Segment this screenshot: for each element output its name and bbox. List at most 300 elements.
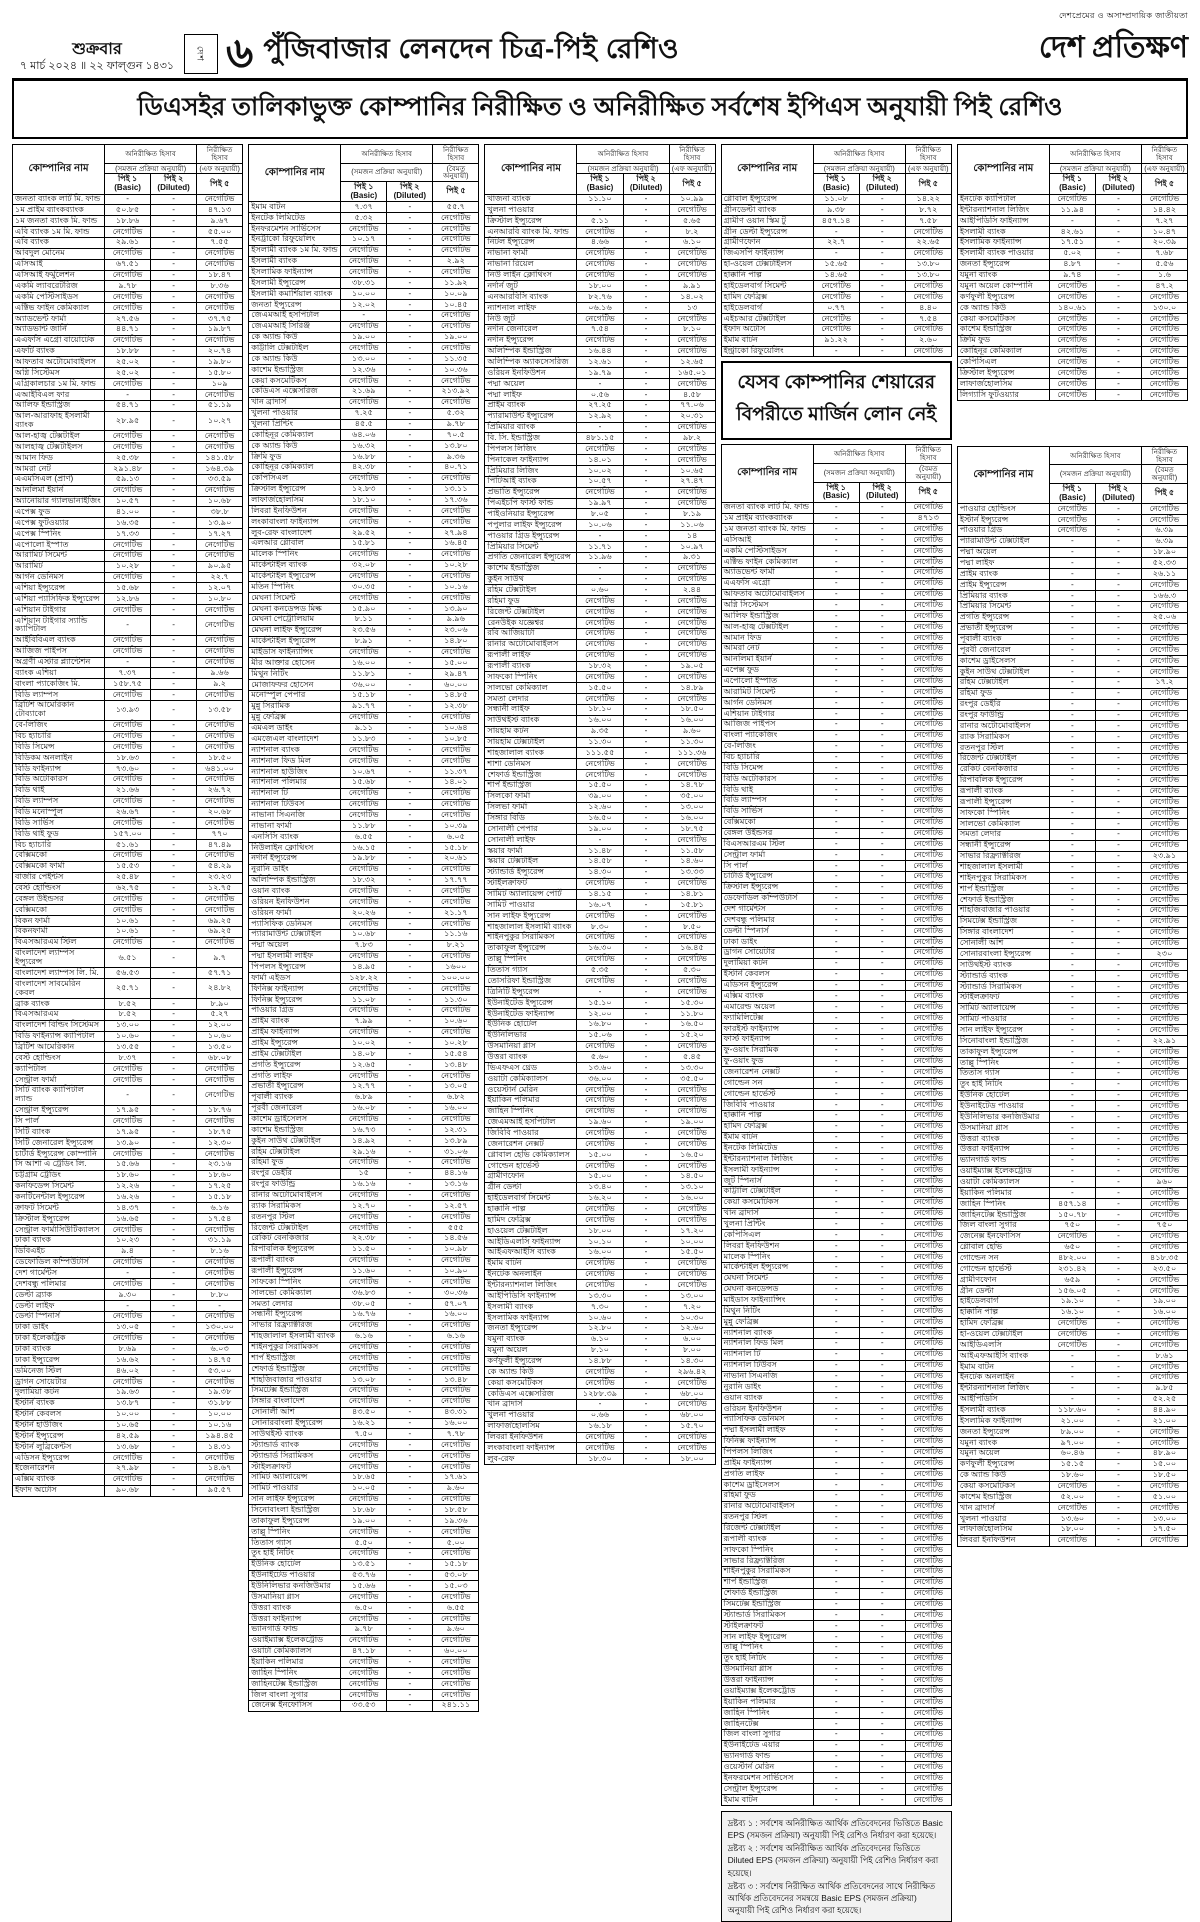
pe-value-cell: নেগেটিভ [905, 687, 951, 698]
pe-value-cell: - [623, 628, 669, 639]
pe-value-cell: - [1049, 1014, 1095, 1025]
company-name-cell: ইস্টার্ন লুব্রিকেন্টস [13, 1442, 105, 1453]
company-name-cell: মার্কেন্টাইল ব্যাংক [249, 560, 341, 571]
masthead-date: ৭ মার্চ ২০২৪ ॥ ২২ ফাল্গুন ১৪৩১ [19, 60, 175, 73]
pe-value-cell: - [1095, 775, 1141, 786]
table-row [13, 390, 243, 401]
table-row [721, 578, 951, 589]
pe-value-cell: - [1095, 1351, 1141, 1362]
pe-value-cell: নেগেটিভ [905, 1273, 951, 1284]
company-name-cell: কনটিনেন্টাল ইন্স্যুরেন্স [13, 1192, 105, 1203]
pe-value-cell: - [1049, 1058, 1095, 1069]
pe-value-cell: নেগেটিভ [905, 1034, 951, 1045]
company-name-cell: রানার অটোমোবাইলস [485, 639, 577, 650]
table-row [957, 775, 1187, 786]
company-name-cell: প্রিমিয়ার সিমেন্ট [957, 601, 1049, 612]
pe-value-cell: নেগেটিভ [905, 292, 951, 303]
pe-value-cell: - [1095, 1427, 1141, 1438]
pe-value-cell: - [387, 386, 433, 397]
company-name-cell: লিগ্যাসি ফুটওয়্যার [957, 390, 1049, 401]
pe-value-cell: ২৭.৪৭ [669, 476, 715, 487]
table-row [249, 1668, 479, 1679]
pe-value-cell: ১৩.৩০ [669, 1063, 715, 1074]
table-row [13, 496, 243, 507]
table-row [957, 797, 1187, 808]
pe-value-cell: ৬০.০০ [433, 1646, 479, 1657]
company-name-cell: দেশবন্ধু পলিমার [721, 915, 813, 926]
table-row [721, 1642, 951, 1653]
table-row [957, 1481, 1187, 1492]
pe-value-cell: ৯৫.৫৭ [197, 1485, 243, 1496]
margin-loan-subhead: যেসব কোম্পানির শেয়ারের বিপরীতে মার্জিন লোন নেই [721, 361, 952, 440]
pe-value-cell: নেগেটিভ [905, 346, 951, 357]
pe-value-cell: ২.৯২ [433, 256, 479, 267]
table-row [721, 557, 951, 568]
col-header-pe2: পিই ২ (Diluted) [151, 174, 197, 194]
table-row [721, 763, 951, 774]
table-row [13, 1031, 243, 1042]
pe-value-cell: ১৬.০৮ [341, 1103, 387, 1114]
pe-value-cell: নেগেটিভ [433, 647, 479, 658]
pe-value-cell: ১৩.০০ [341, 354, 387, 365]
company-name-cell: তাল্লু স্পিনিং [485, 954, 577, 965]
pe-value-cell: - [1095, 1362, 1141, 1373]
pe-value-cell: - [151, 731, 197, 742]
pe-value-cell: ২৪১.১১ [433, 1700, 479, 1711]
company-name-cell: সাভার রিফ্র্যাক্টরিজ [721, 1556, 813, 1567]
pe-value-cell: নেগেটিভ [905, 1089, 951, 1100]
pe-value-cell: ১৫৬.০৫ [1049, 1286, 1095, 1297]
pe-value-cell: ৩৬.০০ [341, 680, 387, 691]
pe-value-cell: - [813, 861, 859, 872]
pe-value-cell: ১৯.৩৮ [197, 1387, 243, 1398]
pe-value-cell: - [1095, 1047, 1141, 1058]
pe-value-cell: - [387, 1635, 433, 1646]
table-row [957, 862, 1187, 873]
company-name-cell: নিউ লাইন ক্লোথিংস [485, 270, 577, 281]
table-row [721, 1719, 951, 1730]
pe-value-cell: ১৯.০০ [433, 332, 479, 343]
pe-value-cell: নেগেটিভ [433, 1451, 479, 1462]
pe-value-cell: - [151, 303, 197, 314]
pe-value-cell: ২১.০০ [1141, 1416, 1187, 1427]
pe-value-cell: নেগেটিভ [905, 1371, 951, 1382]
table-row [485, 1378, 715, 1389]
pe-value-cell: - [105, 1085, 151, 1105]
pe-value-cell: ১৮.৯০ [1141, 547, 1187, 558]
pe-value-cell: ২২.৩৮ [341, 1233, 387, 1244]
table-row [249, 940, 479, 951]
pe-value-cell: - [1095, 536, 1141, 547]
company-name-cell: নাভানা ফার্মা [485, 248, 577, 259]
pe-value-cell: - [859, 1458, 905, 1469]
table-row [249, 354, 479, 365]
pe-value-cell: ১২.৬৫ [341, 1060, 387, 1071]
pe-value-cell: ৪৭.১৮ [341, 1646, 387, 1657]
pe-value-cell: - [151, 742, 197, 753]
pe-value-cell: নেগেটিভ [1049, 525, 1095, 536]
pe-value-cell: ১৩০.০ [1141, 303, 1187, 314]
company-name-cell: আমরা নেট [13, 464, 105, 475]
pe-value-cell: নেগেটিভ [1141, 808, 1187, 819]
pe-value-cell: নেগেটিভ [577, 911, 623, 922]
pe-value-cell: নেগেটিভ [1141, 829, 1187, 840]
company-name-cell: কে অ্যান্ড কিউ [249, 441, 341, 452]
pe-value-cell: - [387, 832, 433, 843]
pe-value-cell: - [813, 1241, 859, 1252]
pe-value-cell: - [1049, 591, 1095, 602]
pe-value-cell: ১৪.৬০ [669, 856, 715, 867]
pe-value-cell: ১৩.৩০ [577, 1291, 623, 1302]
pe-value-cell: নেগেটিভ [1049, 504, 1095, 515]
pe-value-cell: নেগেটিভ [669, 1085, 715, 1096]
pe-value-cell: - [859, 980, 905, 991]
pe-value-cell: নেগেটিভ [105, 292, 151, 303]
company-name-cell: জেএমআই হসপিটাল [249, 310, 341, 321]
pe-value-cell: ১৫.১০ [577, 998, 623, 1009]
col-header-unaudited-sub: (সমজন প্রক্রিয়া অনুযায়ী) [1049, 465, 1141, 484]
table-row [721, 1067, 951, 1078]
company-name-cell: আফতাব অটোমোবাইলস [721, 589, 813, 600]
pe-value-cell: ১৬.১৮ [577, 1421, 623, 1432]
company-name-cell: ক্যাপিটাল [13, 1064, 105, 1075]
pe-value-cell: - [859, 1784, 905, 1795]
pe-value-cell: ১০.১৬ [197, 1420, 243, 1431]
table-row [485, 259, 715, 270]
pe-value-cell: ৯.৯৬ [433, 614, 479, 625]
pe-value-cell: - [859, 1436, 905, 1447]
table-row [249, 1418, 479, 1429]
company-name-cell: শেফার্ড ইন্ডাস্ট্রিজ [721, 1588, 813, 1599]
table-row [13, 1333, 243, 1344]
company-name-cell: স্ট্যান্ডার্ড ইন্স্যুরেন্স [485, 867, 577, 878]
pe-value-cell: - [859, 687, 905, 698]
pe-value-cell: - [387, 1407, 433, 1418]
table-row [249, 690, 479, 701]
company-name-cell: উসমানিয়া গ্লাস [485, 1041, 577, 1052]
pe-value-cell: - [105, 657, 151, 668]
pe-value-cell: নেগেটিভ [1141, 634, 1187, 645]
pe-value-cell: নেগেটিভ [105, 690, 151, 701]
table-row [249, 408, 479, 419]
pe-value-cell: - [387, 1005, 433, 1016]
table-row [249, 300, 479, 311]
table-row [485, 824, 715, 835]
table-row [13, 818, 243, 829]
table-row [249, 636, 479, 647]
pe-value-cell: নেগেটিভ [1049, 324, 1095, 335]
company-name-cell: রহিমা ফুড [249, 1157, 341, 1168]
pe-value-cell: - [151, 540, 197, 551]
company-name-cell: ইউনাইটেড ফাইন্যান্স [485, 1009, 577, 1020]
pe-value-cell: - [151, 883, 197, 894]
pe-value-cell: নেগেটিভ [905, 281, 951, 292]
pe-value-cell: ২২.৬৫ [905, 237, 951, 248]
pe-value-cell: - [387, 1320, 433, 1331]
table-row [249, 995, 479, 1006]
pe-value-cell: ১২.৩০ [197, 1138, 243, 1149]
pe-value-cell: - [859, 654, 905, 665]
pe-value-cell: - [151, 1290, 197, 1301]
pe-value-cell: নেগেটিভ [1141, 1101, 1187, 1112]
table-row [249, 810, 479, 821]
table-row [249, 1614, 479, 1625]
pe-value-cell: - [623, 585, 669, 596]
pe-value-cell: ১৮.৬০ [105, 1170, 151, 1181]
table-row [721, 719, 951, 730]
pe-value-cell: নেগেটিভ [433, 712, 479, 723]
company-name-cell: স্টাইলক্রাফট [485, 878, 577, 889]
pe-value-cell: ১৫.৬৬ [105, 1159, 151, 1170]
company-name-cell: মার্কেন্টাইল ইন্স্যুরেন্স [721, 1262, 813, 1273]
table-row [249, 799, 479, 810]
pe-value-cell: - [623, 476, 669, 487]
company-name-cell: ন্যাশনাল টিউবস [249, 799, 341, 810]
pe-value-cell: - [387, 940, 433, 951]
company-name-cell: রেনউইক যজ্ঞেশ্বর [485, 618, 577, 629]
col-header-audited-sub: (এফ অনুযায়ী) [197, 163, 243, 174]
pe-value-cell: - [151, 605, 197, 616]
pe-value-cell: নেগেটিভ [669, 444, 715, 455]
section-title: পুঁজিবাজার লেনদেন চিত্র-পিই রেশিও [263, 33, 680, 64]
pe-value-cell: - [813, 1404, 859, 1415]
table-row [957, 971, 1187, 982]
footnote-2: দ্রষ্টব্য ২ : সর্বশেষ অনিরীক্ষিত আর্থিক প্রতিবেদনের ভিত্তিতে Diluted EPS (সমজন প্রক্রিয়া) অনুযায়ী পিই রেশিও নির্ধারণ করা হয়েছে। [727, 1843, 939, 1878]
pe-value-cell: - [1095, 819, 1141, 830]
company-name-cell: তাকাফুল ইন্স্যুরেন্স [485, 943, 577, 954]
pe-value-cell: - [387, 1624, 433, 1635]
pe-value-cell: - [813, 1067, 859, 1078]
company-name-cell: খুলনা পাওয়ার [485, 1410, 577, 1421]
pe-value-cell: নেগেটিভ [197, 937, 243, 948]
pe-value-cell: ১৩.৯৩ [105, 700, 151, 720]
company-name-cell: খুলনা পাওয়ার [485, 205, 577, 216]
company-name-cell: কর্ণফুলী ইন্স্যুরেন্স [957, 292, 1049, 303]
table-row [721, 524, 951, 535]
company-name-cell: তাকাফুল ইন্স্যুরেন্স [957, 1047, 1049, 1058]
pe-value-cell: নেগেটিভ [905, 1534, 951, 1545]
company-name-cell: রতনপুর স্টিল [721, 1512, 813, 1523]
pe-value-cell: - [859, 1501, 905, 1512]
pe-value-cell: ৭.৫৫ [197, 237, 243, 248]
pe-value-cell: ১১.৩০ [577, 737, 623, 748]
pe-value-cell: নেগেটিভ [905, 1512, 951, 1523]
company-name-cell: প্রাইম ব্যাংক [485, 400, 577, 411]
pe-value-cell: ৮৯.০০ [1049, 1427, 1095, 1438]
pe-value-cell: নেগেটিভ [905, 1349, 951, 1360]
company-name-cell: ইউনাইটেড এয়ার [721, 1740, 813, 1751]
pe-value-cell: ৪৮২.০০ [1049, 1253, 1095, 1264]
pe-value-cell: নেগেটিভ [669, 770, 715, 781]
table-row [13, 453, 243, 464]
company-name-cell: মুন্নু ফেব্রিক্স [721, 1317, 813, 1328]
table-row [485, 835, 715, 846]
pe-value-cell: নেগেটিভ [905, 1653, 951, 1664]
pe-value-cell: নেগেটিভ [341, 321, 387, 332]
table-row [13, 335, 243, 346]
pe-value-cell: নেগেটিভ [905, 839, 951, 850]
company-name-cell: মোজাফফর হোসেন [249, 680, 341, 691]
table-row [249, 376, 479, 387]
table-row [485, 194, 715, 205]
table-row [957, 1220, 1187, 1231]
table-row [249, 1125, 479, 1136]
pe-value-cell: - [1095, 1036, 1141, 1047]
table-row [13, 1409, 243, 1420]
table-row [957, 1014, 1187, 1025]
pe-value-cell: - [151, 561, 197, 572]
company-name-cell: বাংলাদেশ সাবমেরিন কেবল [13, 979, 105, 999]
pe-value-cell: - [1095, 1101, 1141, 1112]
pe-value-cell: ৯৮.২ [669, 433, 715, 444]
company-name-cell: সামিট পাওয়ার [249, 1483, 341, 1494]
table-row [13, 550, 243, 561]
table-row [13, 894, 243, 905]
pe-value-cell: - [151, 1214, 197, 1225]
pe-value-cell: - [387, 354, 433, 365]
table-row [485, 357, 715, 368]
pe-value-cell: ২.৬০ [905, 335, 951, 346]
table-row [957, 1416, 1187, 1427]
company-name-cell: আল-হাজ্ব টেক্সটাইল [721, 622, 813, 633]
company-name-cell: স্টাইলক্রাফট [721, 1621, 813, 1632]
pe-value-cell: - [859, 1740, 905, 1751]
pe-value-cell: নেগেটিভ [669, 487, 715, 498]
pe-value-cell: - [387, 1071, 433, 1082]
pe-value-cell: নেগেটিভ [1141, 292, 1187, 303]
company-name-cell: গ্রীন ডেল্টা [957, 1286, 1049, 1297]
company-name-cell: ঢাকা ডাইং [13, 1322, 105, 1333]
company-name-cell: কোহিনূর কেমিক্যাল [957, 346, 1049, 357]
company-name-cell: সামিট অ্যালায়েন্স [249, 1472, 341, 1483]
col-header-pe1: পিই ১ (Basic) [105, 174, 151, 194]
company-name-cell: ইনফরমেশন সার্ভিসেস [249, 224, 341, 235]
table-row [249, 951, 479, 962]
pe-value-cell: নেগেটিভ [905, 1795, 951, 1806]
pe-value-cell: নেগেটিভ [669, 422, 715, 433]
pe-value-cell: - [859, 611, 905, 622]
margin-table-1-body [721, 502, 951, 1805]
table-row [957, 1047, 1187, 1058]
pe-value-cell: নেগেটিভ [905, 1762, 951, 1773]
company-name-cell: র‌্যাক সিরামিকস [957, 732, 1049, 743]
table-row [957, 504, 1187, 515]
company-name-cell: অ্যাডভেন্ট ফার্মা [721, 567, 813, 578]
pe-value-cell: নেগেটিভ [433, 1364, 479, 1375]
pe-value-cell: নেগেটিভ [577, 694, 623, 705]
pe-value-cell: - [1095, 1188, 1141, 1199]
pe-value-cell: - [813, 524, 859, 535]
col-header-unaudited: অনিরীক্ষিত হিসাব [577, 145, 669, 164]
company-name-cell: আইএফআইসি ব্যাংক [485, 1247, 577, 1258]
table-row [721, 893, 951, 904]
pe-value-cell: - [859, 1024, 905, 1035]
company-name-cell: জিল বাংলা সুগার [721, 1729, 813, 1740]
pe-value-cell: - [813, 969, 859, 980]
table-row [721, 1436, 951, 1447]
pe-ratio-table-1 [12, 144, 243, 1497]
pe-value-cell: - [151, 690, 197, 701]
company-name-cell: সিমটেক্স ইন্ডাস্ট্রিজ [721, 1599, 813, 1610]
pe-value-cell: - [623, 618, 669, 629]
pe-value-cell: নেগেটিভ [669, 379, 715, 390]
table-row [249, 1559, 479, 1570]
table-row [721, 861, 951, 872]
table-row [957, 536, 1187, 547]
pe-value-cell: নেগেটিভ [905, 1176, 951, 1187]
company-name-cell: এক্টিভ ফাইন কেমিক্যাল [721, 557, 813, 568]
table-row [721, 194, 951, 205]
table-row [721, 567, 951, 578]
pe-value-cell: নেগেটিভ [813, 281, 859, 292]
margin-loan-table-1 [721, 444, 952, 1805]
table-row [485, 650, 715, 661]
table-row [485, 1106, 715, 1117]
pe-value-cell: - [1095, 851, 1141, 862]
company-name-cell: ওরিয়ন ইনফিউশন [249, 897, 341, 908]
pe-value-cell: - [1095, 569, 1141, 580]
pe-value-cell: - [1049, 775, 1095, 786]
col-header-company: কোম্পানির নাম [13, 145, 105, 195]
pe-value-cell: নেগেটিভ [905, 1393, 951, 1404]
pe-value-cell: নেগেটিভ [433, 321, 479, 332]
table-row [957, 1068, 1187, 1079]
company-name-cell: এনআরবি ব্যাংক মি. ফান্ড [485, 227, 577, 238]
pe-value-cell: - [387, 1212, 433, 1223]
table-row [13, 1203, 243, 1214]
pe-value-cell: - [859, 270, 905, 281]
table-row [249, 1505, 479, 1516]
pe-value-cell: ৯.৩১ [669, 552, 715, 563]
table-row [13, 561, 243, 572]
pe-value-cell: নেগেটিভ [1141, 1481, 1187, 1492]
pe-value-cell: - [623, 900, 669, 911]
pe-value-cell: - [623, 596, 669, 607]
pe-value-cell: নেগেটিভ [105, 1225, 151, 1236]
table-row [249, 321, 479, 332]
pe-value-cell: - [859, 524, 905, 535]
column-1 [12, 144, 243, 1922]
table-row [249, 1201, 479, 1212]
table-row [13, 485, 243, 496]
pe-value-cell: ৬৯.২৫ [197, 916, 243, 927]
table-row [13, 731, 243, 742]
pe-value-cell: ১৩.০০ [1141, 1514, 1187, 1525]
pe-value-cell: - [859, 194, 905, 205]
pe-value-cell: - [859, 785, 905, 796]
pe-value-cell: নেগেটিভ [905, 611, 951, 622]
pe-value-cell: নেগেটিভ [1049, 292, 1095, 303]
company-name-cell: ওয়েস্টার্ন মেরিন [721, 1762, 813, 1773]
company-name-cell: তোসরিফা ইন্ডাস্ট্রিজ [485, 976, 577, 987]
pe-value-cell: ২৫.০২ [105, 357, 151, 368]
pe-value-cell: নেগেটিভ [341, 1635, 387, 1646]
pe-value-cell: - [387, 897, 433, 908]
pe-value-cell: ৫.২৭ [197, 1009, 243, 1020]
company-name-cell: কাশেম ড্রাইসেলস [957, 656, 1049, 667]
pe-value-cell: নেগেটিভ [341, 1342, 387, 1353]
pe-value-cell: ১০.২৮ [433, 560, 479, 571]
pe-value-cell: ৩৭.৭৫ [197, 314, 243, 325]
pe-value-cell: - [1049, 688, 1095, 699]
pe-value-cell: ১৮.০০ [669, 1454, 715, 1465]
company-name-cell: কে অ্যান্ড কিউ [957, 1470, 1049, 1481]
pe-value-cell: - [387, 625, 433, 636]
table-row [485, 1063, 715, 1074]
table-row [721, 1219, 951, 1230]
pe-value-cell: - [623, 324, 669, 335]
pe-value-cell: - [1095, 862, 1141, 873]
